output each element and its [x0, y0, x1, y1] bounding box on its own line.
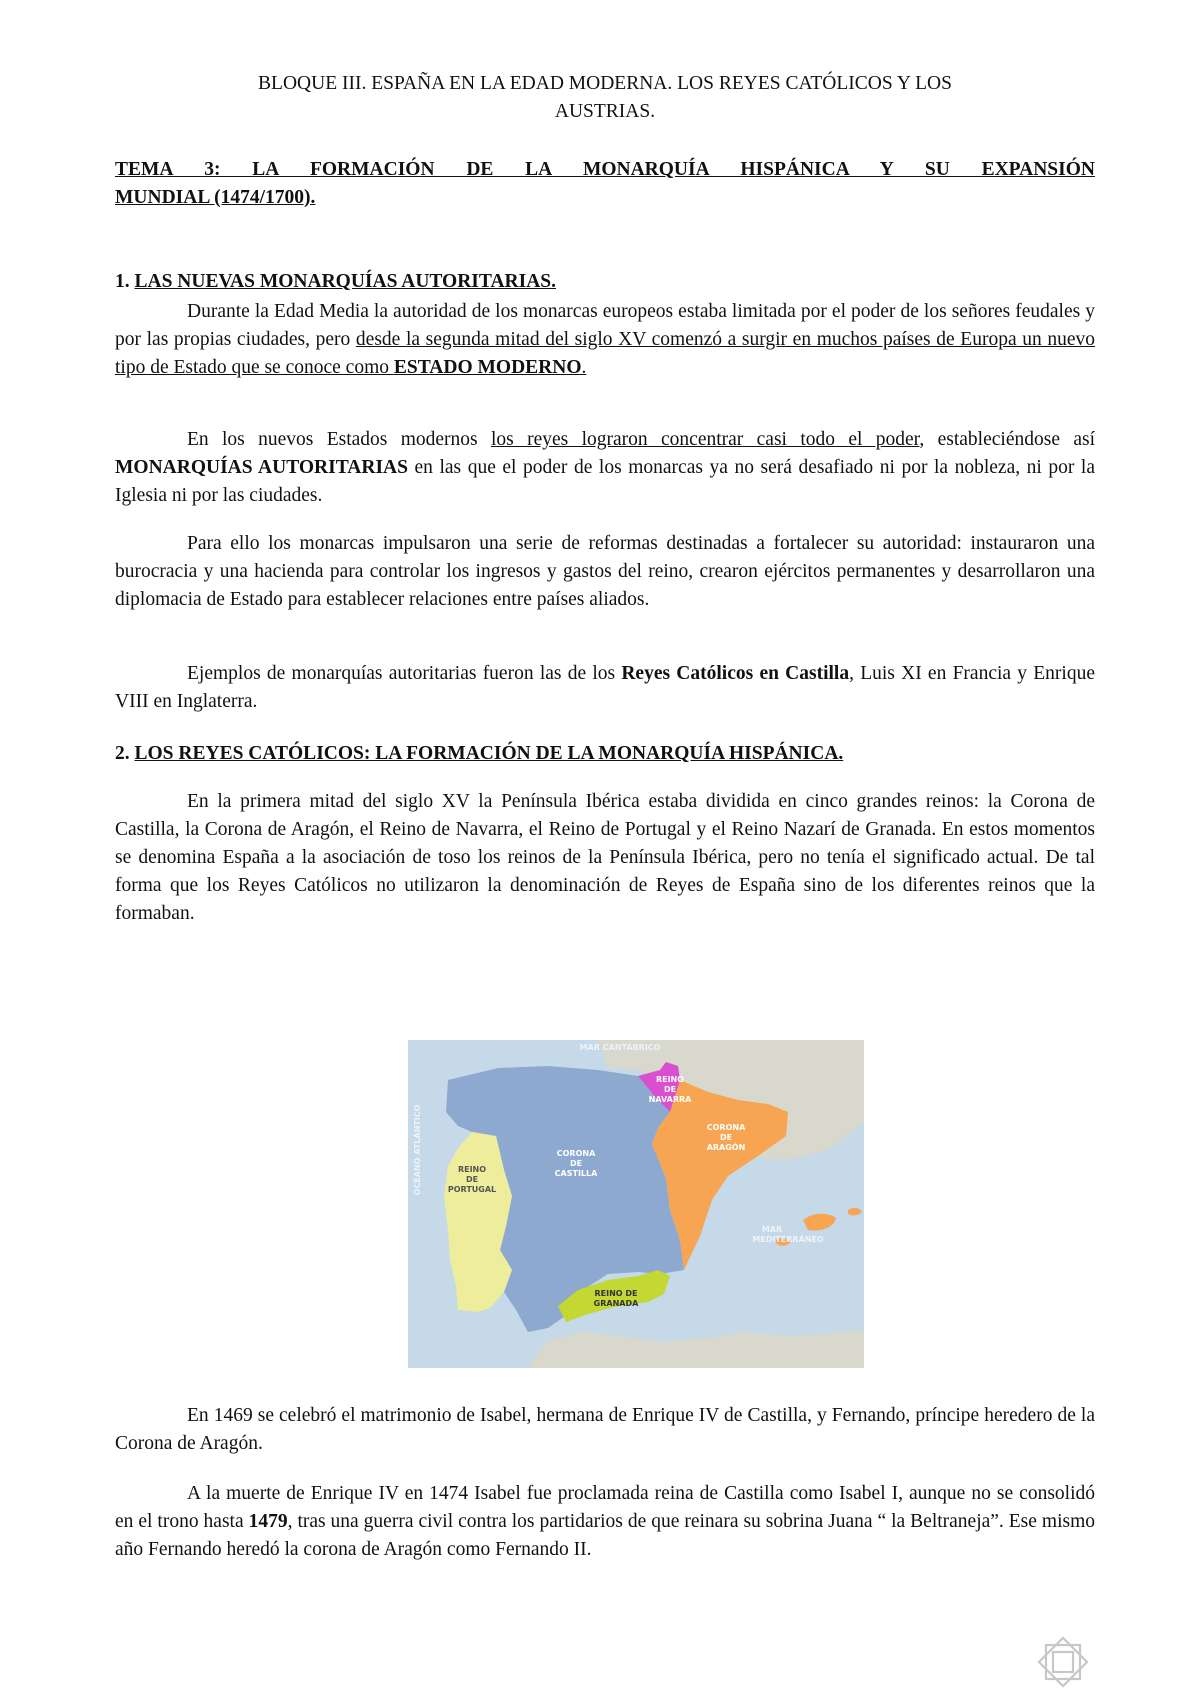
tema-title [115, 156, 1095, 212]
underlined-text: desde la segunda mitad del siglo XV comenzó a surgir en muchos países de Europa un nuevo tipo de Estado que se conoce como [115, 329, 1095, 378]
bloque-title-line1: BLOQUE III. ESPAÑA EN LA EDAD MODERNA. LOS REYES CATÓLICOS Y LOS [258, 73, 952, 94]
label-aragon-1: CORONA [706, 1123, 746, 1132]
text-run: A la muerte de Enrique IV en 1474 Isabel fue proclamada reina de Castilla como Isabel I, aunque no se consolidó en el trono hasta [115, 1483, 1095, 1532]
section1-paragraph-4 [115, 660, 1095, 716]
text-run: , tras una guerra civil contra los partidarios de que reinara su sobrina Juana “ la Beltraneja”. Ese mismo año Fernando heredó la corona de Aragón como Fernando II. [115, 1511, 1095, 1560]
text-run: , Luis XI en Francia y Enrique VIII en Inglaterra. [115, 663, 1095, 712]
text-run: En los nuevos Estados modernos [187, 429, 491, 450]
section2-heading-number: 2. [115, 743, 135, 764]
label-granada-1: REINO DE [594, 1289, 638, 1298]
tema-title-line1: TEMA 3: LA FORMACIÓN DE LA MONARQUÍA HISPÁNICA Y SU EXPANSIÓN [115, 159, 1095, 180]
section1-heading-number: 1. [115, 271, 135, 292]
label-castilla-3: CASTILLA [554, 1169, 598, 1178]
underlined-text: los reyes lograron concentrar casi todo el poder [491, 429, 920, 450]
section2-heading-text: LOS REYES CATÓLICOS: LA FORMACIÓN DE LA MONARQUÍA HISPÁNICA. [134, 743, 844, 764]
bold-term: ESTADO MODERNO [393, 357, 582, 378]
bold-term: Reyes Católicos en Castilla [621, 663, 850, 684]
label-mar-cantabrico: MAR CANTÁBRICO [579, 1043, 661, 1052]
iberian-kingdoms-map [408, 1040, 864, 1368]
watermark-logo-icon [1034, 1635, 1092, 1689]
section2-paragraph-3 [115, 1480, 1095, 1564]
label-mar-1: MAR [761, 1225, 783, 1234]
section2-heading [115, 740, 1095, 768]
section1-paragraph-2 [115, 426, 1095, 510]
label-portugal-1: REINO [457, 1165, 487, 1174]
section1-paragraph-3: Para ello los monarcas impulsaron una serie de reformas destinadas a fortalecer su autoridad: instauraron una burocracia y una hacienda para controlar los ingresos y gastos del reino, crearon ejércitos permanentes y desarrollaron una diplomacia de Estado para establecer relaciones entre países aliados. [115, 533, 1095, 610]
text-run: en las que el poder de los monarcas ya no será desafiado ni por la nobleza, ni por la Iglesia ni por las ciudades. [115, 457, 1096, 506]
label-portugal-2: DE [465, 1175, 479, 1184]
section2-paragraph-2: En 1469 se celebró el matrimonio de Isabel, hermana de Enrique IV de Castilla, y Fernando, príncipe heredero de la Corona de Aragón. [115, 1405, 1095, 1454]
section1-heading-text: LAS NUEVAS MONARQUÍAS AUTORITARIAS. [134, 271, 557, 292]
bloque-title-line2: AUSTRIAS. [554, 101, 656, 122]
bloque-title [115, 70, 1095, 126]
label-navarra-1: REINO [655, 1075, 685, 1084]
label-aragon-2: DE [719, 1133, 733, 1142]
section2-paragraph-1: En la primera mitad del siglo XV la Península Ibérica estaba dividida en cinco grandes reinos: la Corona de Castilla, la Corona de Aragón, el Reino de Navarra, el Reino de Portugal y el Reino Nazarí de Granada. En estos momentos se denomina España a la asociación de toso los reinos de la Península Ibérica, pero no tenía el significado actual. De tal forma que los Reyes Católicos no utilizaron la denominación de Reyes de España sino de los diferentes reinos que la formaban. [115, 791, 1095, 924]
label-aragon-3: ARAGÓN [706, 1143, 746, 1152]
text-run: Durante la Edad Media la autoridad de los monarcas europeos estaba limitada por el poder de los señores feudales y por las propias ciudades, pero [115, 301, 1095, 350]
label-castilla-2: DE [569, 1159, 583, 1168]
text-run: . [581, 357, 587, 378]
label-portugal-3: PORTUGAL [447, 1185, 497, 1194]
text-run: Ejemplos de monarquías autoritarias fueron las de los [187, 663, 622, 684]
label-navarra-3: NAVARRA [648, 1095, 692, 1104]
text-run: , estableciéndose así [919, 429, 1095, 450]
bold-term: 1479 [248, 1511, 288, 1532]
label-mar-2: MEDITERRÁNEO [752, 1235, 824, 1244]
section1-paragraph-1 [115, 298, 1095, 382]
label-castilla-1: CORONA [556, 1149, 596, 1158]
tema-title-line2: MUNDIAL (1474/1700). [115, 187, 316, 208]
label-oceano-atlantico: OCÉANO ATLÁNTICO [413, 1104, 422, 1196]
section1-heading [115, 268, 1095, 296]
label-navarra-2: DE [663, 1085, 677, 1094]
bold-term: MONARQUÍAS AUTORITARIAS [115, 457, 408, 478]
label-granada-2: GRANADA [593, 1299, 639, 1308]
